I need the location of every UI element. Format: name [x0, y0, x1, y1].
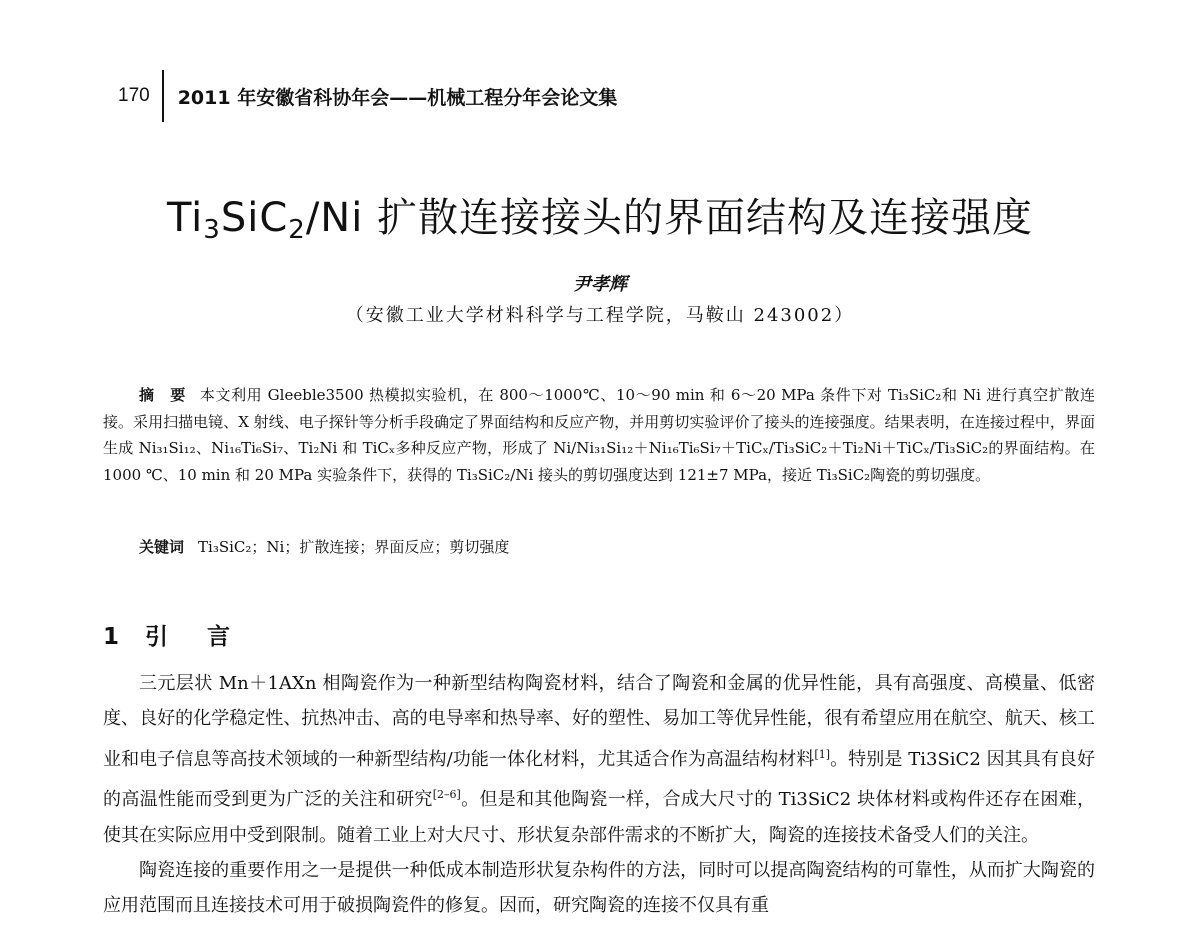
title-subscript-2: 2	[288, 215, 306, 245]
affiliation: （安徽工业大学材料科学与工程学院，马鞍山 243002）	[345, 305, 855, 326]
title-part-1: Ti	[166, 195, 204, 241]
paragraph-text: 陶瓷连接的重要作用之一是提供一种低成本制造形状复杂构件的方法，同时可以提高陶瓷结构的可靠性，从而扩大陶瓷的应用范围而且连接技术可用于破损陶瓷件的修复。因而，研究陶瓷的连接不仅具有重	[103, 860, 1095, 917]
title-subscript-1: 3	[203, 215, 221, 245]
title-part-2: SiC	[220, 195, 289, 241]
section-number: 1	[103, 624, 128, 650]
page-header	[118, 70, 617, 122]
keywords-text: Ti₃SiC₂；Ni；扩散连接；界面反应；剪切强度	[198, 538, 510, 556]
paragraph-text: 三元层状 Mn＋1AXn 相陶瓷作为一种新型结构陶瓷材料，结合了陶瓷和金属的优异性能，具有高强度、高模量、低密度、良好的化学稳定性、抗热冲击、高的电导率和热导率、好的塑性、易加工等优异性能，很有希望应用在航空、航天、核工业和电子信息等高技术领域的一种新型结构/功能一体化材料，尤其适合作为高温结构材料	[103, 673, 1095, 770]
section-title: 引 言	[145, 624, 239, 650]
paragraph-text: 。但是和其他陶瓷一样，合成大尺寸的 Ti3SiC2 块体材料或构件还存在困难，使其在实际应用中受到限制。随着工业上对大尺寸、形状复杂部件需求的不断扩大，陶瓷的连接技术备受人们的关注。	[103, 789, 1096, 846]
paragraph-text: 。特别是 Ti3SiC2 因其具有良好的高温性能而受到更为广泛的关注和研究	[103, 748, 1095, 811]
section-heading	[103, 618, 238, 651]
abstract-text: 本文利用 Gleeble3500 热模拟实验机，在 800～1000℃、10～90 min 和 6～20 MPa 条件下对 Ti₃SiC₂和 Ni 进行真空扩散连接。采用扫描电镜、X 射线、电子探针等分析手段确定了界面结构和反应产物，并用剪切实验评价了接头的连接强度。结果表明，在连接过程中，界面生成 Ni₃₁Si₁₂、Ni₁₆Ti₆Si₇、Ti₂Ni 和 TiCₓ多种反应产物，形成了 Ni/Ni₃₁Si₁₂＋Ni₁₆Ti₆Si₇＋TiCₓ/Ti₃SiC₂＋Ti₂Ni＋TiCₓ/Ti₃SiC₂的界面结构。在 1000 ℃、10 min 和 20 MPa 实验条件下，获得的 Ti₃SiC₂/Ni 接头的剪切强度达到 121±7 MPa，接近 Ti₃SiC₂陶瓷的剪切强度。	[103, 386, 1095, 484]
keywords	[139, 536, 509, 557]
title-part-3: /Ni 扩散连接接头的界面结构及连接强度	[305, 195, 1034, 241]
author: 尹孝辉	[573, 274, 627, 295]
page-number: 170	[118, 85, 150, 106]
paper-title	[0, 186, 1200, 243]
paragraph	[103, 666, 1095, 853]
abstract-label: 摘 要	[139, 386, 186, 404]
abstract	[103, 382, 1095, 488]
running-title: 2011 年安徽省科协年会——机械工程分年会论文集	[177, 86, 618, 109]
citation-ref[interactable]: [1]	[814, 747, 831, 761]
body-text	[103, 666, 1095, 924]
paragraph	[103, 853, 1095, 924]
keywords-label: 关键词	[139, 538, 185, 556]
citation-ref[interactable]: [2–6]	[432, 788, 461, 802]
